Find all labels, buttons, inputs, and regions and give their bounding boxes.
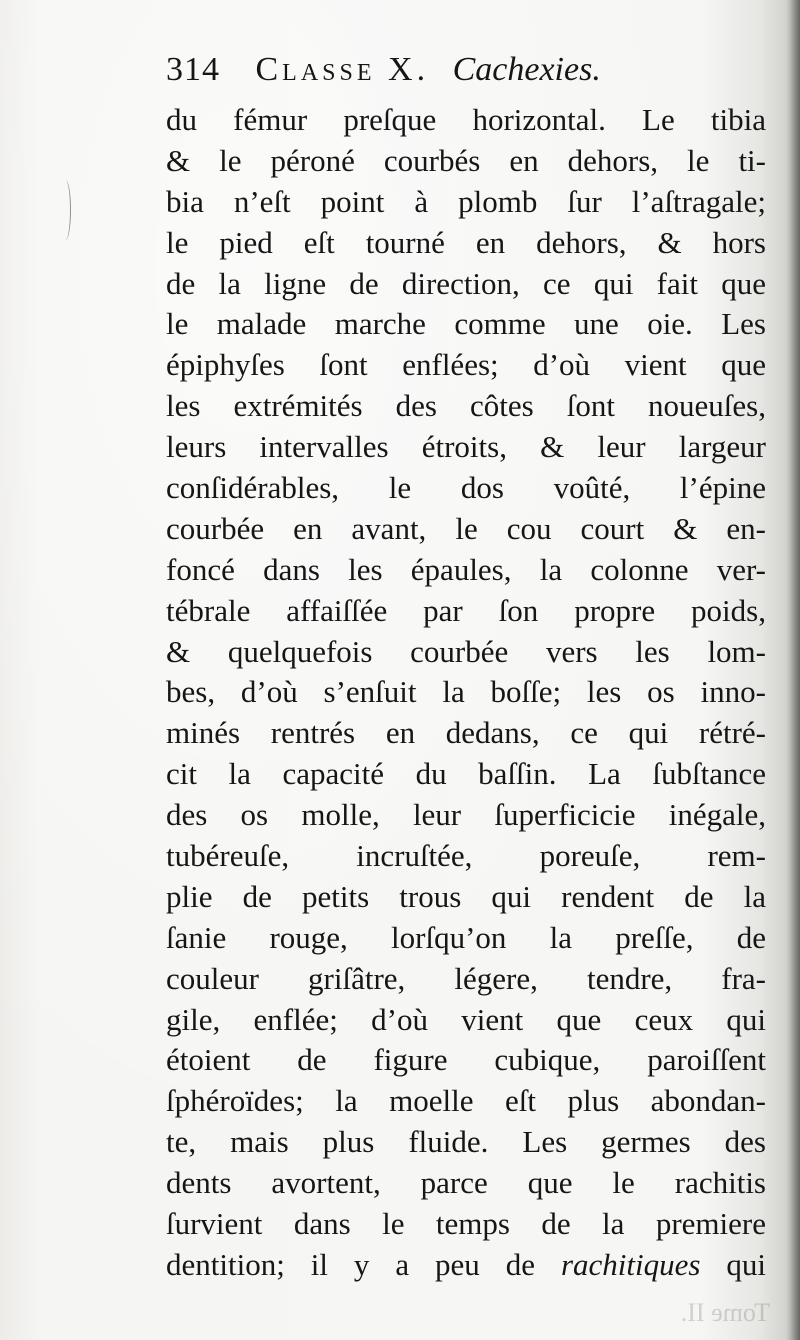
text-line: ſanie rouge, lorſqu’on la preſſe, de bbox=[166, 919, 766, 955]
text-line: bia n’eſt point à plomb ſur l’aſtragale; bbox=[166, 183, 766, 219]
text-line: foncé dans les épaules, la colonne ver- bbox=[166, 551, 766, 587]
bleed-through-text: Tome II. bbox=[680, 1298, 770, 1327]
text-line: gile, enflée; d’où vient que ceux qui bbox=[166, 1001, 766, 1037]
text-line: le malade marche comme une oie. Les bbox=[166, 306, 766, 342]
text-line: plie de petits trous qui rendent de la bbox=[166, 878, 766, 914]
text-line: ſphéroïdes; la moelle eſt plus abondan- bbox=[166, 1083, 766, 1119]
class-label: Classe X. bbox=[255, 51, 430, 88]
text-line: minés rentrés en dedans, ce qui rétré- bbox=[166, 715, 766, 751]
last-line-start: dentition; il y a peu de bbox=[166, 1246, 561, 1282]
page-gutter-shadow bbox=[786, 0, 800, 1340]
last-line-end: qui bbox=[700, 1246, 766, 1282]
text-line-last bbox=[166, 1245, 766, 1286]
text-line: dents avortent, parce que le rachitis bbox=[166, 1165, 766, 1201]
italic-term: rachitiques bbox=[560, 1246, 701, 1282]
body-text bbox=[166, 100, 766, 1286]
text-line: épiphyſes ſont enflées; d’où vient que bbox=[166, 347, 766, 383]
text-line: le pied eſt tourné en dehors, & hors bbox=[166, 224, 766, 260]
text-line: ſurvient dans le temps de la premiere bbox=[166, 1206, 766, 1242]
text-line: & quelquefois courbée vers les lom- bbox=[166, 633, 766, 669]
text-line: te, mais plus fluide. Les germes des bbox=[166, 1124, 766, 1160]
page-number: 314 bbox=[166, 51, 220, 88]
text-line: les extrémités des côtes ſont noueuſes, bbox=[166, 388, 766, 424]
text-line: & le péroné courbés en dehors, le ti- bbox=[166, 142, 766, 178]
text-line: tubéreuſe, incruſtée, poreuſe, rem- bbox=[166, 838, 766, 874]
text-line: courbée en avant, le cou court & en- bbox=[166, 510, 766, 546]
text-line: des os molle, leur ſuperficicie inégale, bbox=[166, 797, 766, 833]
running-header bbox=[166, 46, 686, 94]
text-line: conſidérables, le dos voûté, l’épine bbox=[166, 470, 766, 506]
text-line: cit la capacité du baſſin. La ſubſtance bbox=[166, 756, 766, 792]
text-line: bes, d’où s’enſuit la boſſe; les os inno- bbox=[166, 674, 766, 710]
margin-pencil-mark bbox=[60, 180, 71, 240]
text-line: de la ligne de direction, ce qui fait que bbox=[166, 265, 766, 301]
section-title: Cachexies. bbox=[452, 51, 601, 88]
text-line: leurs intervalles étroits, & leur largeur bbox=[166, 429, 766, 465]
text-line: étoient de figure cubique, paroiſſent bbox=[166, 1042, 766, 1078]
text-line: du fémur preſque horizontal. Le tibia bbox=[166, 102, 766, 137]
text-line: tébrale affaiſſée par ſon propre poids, bbox=[166, 592, 766, 628]
text-line: couleur griſâtre, légere, tendre, fra- bbox=[166, 960, 766, 996]
